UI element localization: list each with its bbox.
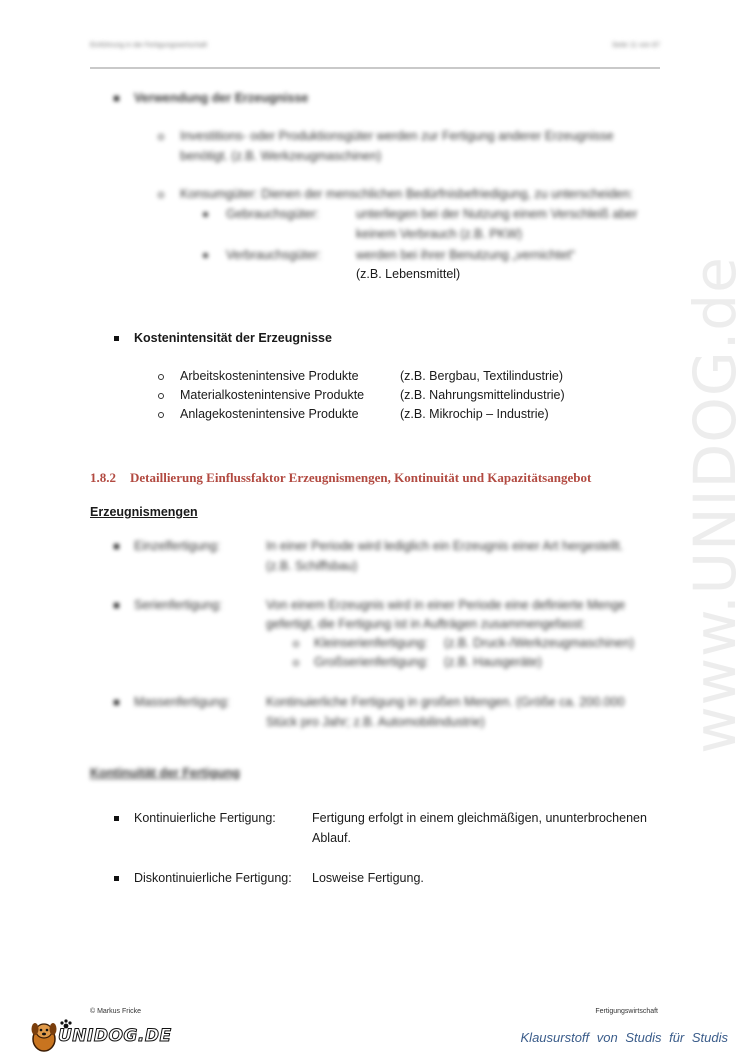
kosten-item-label: Anlagekostenintensive Produkte [180, 407, 359, 421]
einzel-desc-2: (z.B. Schiffsbau) [266, 559, 358, 573]
section-title: Detaillierung Einflussfaktor Erzeugnismengen, Kontinuität und Kapazitätsangebot [130, 470, 592, 485]
serien-desc-1: Von einem Erzeugnis wird in einer Periode eine definierte Menge [266, 598, 626, 612]
header-right: Seite 11 von 87 [611, 42, 660, 49]
bullet-circle-icon [158, 374, 164, 380]
massen-desc-2: Stück pro Jahr; z.B. Automobilindustrie) [266, 715, 485, 729]
invest-line-1: Investitions- oder Produktionsgüter werden zur Fertigung anderer Erzeugnisse [180, 129, 614, 143]
bullet-square-icon [114, 336, 119, 341]
gebrauch-desc-2: keinem Verbrauch (z.B. PKW) [356, 227, 523, 241]
kontinuitaet-desc-1: Losweise Fertigung. [312, 871, 424, 885]
kosten-item-example: (z.B. Mikrochip – Industrie) [400, 407, 549, 421]
verbrauch-term: Verbrauchsgüter: [226, 248, 322, 262]
kontinuitaet-term: Diskontinuierliche Fertigung: [134, 871, 292, 885]
konsum-line: Konsumgüter: Dienen der menschlichen Bedürfnisbefriedigung, zu unterscheiden: [180, 187, 634, 201]
kosten-item-label: Materialkostenintensive Produkte [180, 388, 365, 402]
header-rule [90, 67, 660, 69]
kosten-item-example: (z.B. Nahrungsmittelindustrie) [400, 388, 565, 402]
header-left: Einführung in die Fertigungswirtschaft [90, 42, 208, 49]
einzel-desc-1: In einer Periode wird lediglich ein Erzeugnis einer Art hergestellt. [266, 539, 624, 553]
kosten-item-label: Arbeitskostenintensive Produkte [180, 369, 359, 383]
section-heading [90, 470, 591, 486]
serien-term: Serienfertigung: [134, 598, 223, 612]
kosten-item-example: (z.B. Bergbau, Textilindustrie) [400, 369, 564, 383]
verbrauch-example: (z.B. Lebensmittel) [356, 267, 461, 281]
footer-subject: Fertigungswirtschaft [595, 1008, 658, 1015]
gebrauch-desc-1: unterliegen bei der Nutzung einem Verschleiß aber [356, 207, 638, 221]
massen-term: Massenfertigung: [134, 695, 230, 709]
bullet-square-icon [114, 544, 119, 549]
klein-term: Kleinserienfertigung: [314, 636, 428, 650]
bullet-circle-icon [158, 134, 164, 140]
serien-desc-2: gefertigt, die Fertigung ist in Aufträgen zusammengefasst: [266, 617, 586, 631]
verbrauch-desc-1: werden bei ihrer Benutzung „vernichtet“ [356, 248, 575, 262]
footer-author: © Markus Fricke [90, 1008, 142, 1015]
logo-text: UNIDOG.DE [58, 1026, 172, 1046]
bullet-circle-icon [293, 660, 299, 666]
bullet-square-icon [114, 603, 119, 608]
bullet-square-icon [114, 700, 119, 705]
heading-kontinuitaet: Kontinuität der Fertigung [90, 766, 240, 780]
heading-verwendung: Verwendung der Erzeugnisse [134, 91, 309, 105]
bullet-square-icon [114, 876, 119, 881]
bullet-square-icon [114, 96, 119, 101]
gebrauch-term: Gebrauchsgüter: [226, 207, 320, 221]
massen-desc-1: Kontinuierliche Fertigung in großen Mengen. (Größe ca. 200.000 [266, 695, 625, 709]
gross-term: Großserienfertigung: [314, 655, 429, 669]
kontinuitaet-desc-1: Fertigung erfolgt in einem gleichmäßigen, ununterbrochenen [312, 811, 647, 825]
gross-desc: (z.B. Hausgeräte) [444, 655, 542, 669]
bullet-dot-icon [203, 212, 208, 217]
kontinuitaet-term: Kontinuierliche Fertigung: [134, 811, 276, 825]
bullet-circle-icon [158, 393, 164, 399]
bullet-dot-icon [203, 253, 208, 258]
bullet-circle-icon [293, 641, 299, 647]
watermark: www.UNIDOG.de [681, 256, 749, 754]
klein-desc: (z.B. Druck-/Werkzeugmaschinen) [444, 636, 635, 650]
footer-slogan: Klausurstoff von Studis für Studis [520, 1030, 728, 1045]
section-number: 1.8.2 [90, 470, 116, 485]
bullet-square-icon [114, 816, 119, 821]
bullet-circle-icon [158, 192, 164, 198]
invest-line-2: benötigt. (z.B. Werkzeugmaschinen) [180, 149, 382, 163]
einzel-term: Einzelfertigung: [134, 539, 221, 553]
kontinuitaet-desc-2: Ablauf. [312, 831, 351, 845]
bullet-circle-icon [158, 412, 164, 418]
heading-erzeugnismengen: Erzeugnismengen [90, 505, 198, 519]
heading-kostenintensitaet: Kostenintensität der Erzeugnisse [134, 331, 332, 345]
